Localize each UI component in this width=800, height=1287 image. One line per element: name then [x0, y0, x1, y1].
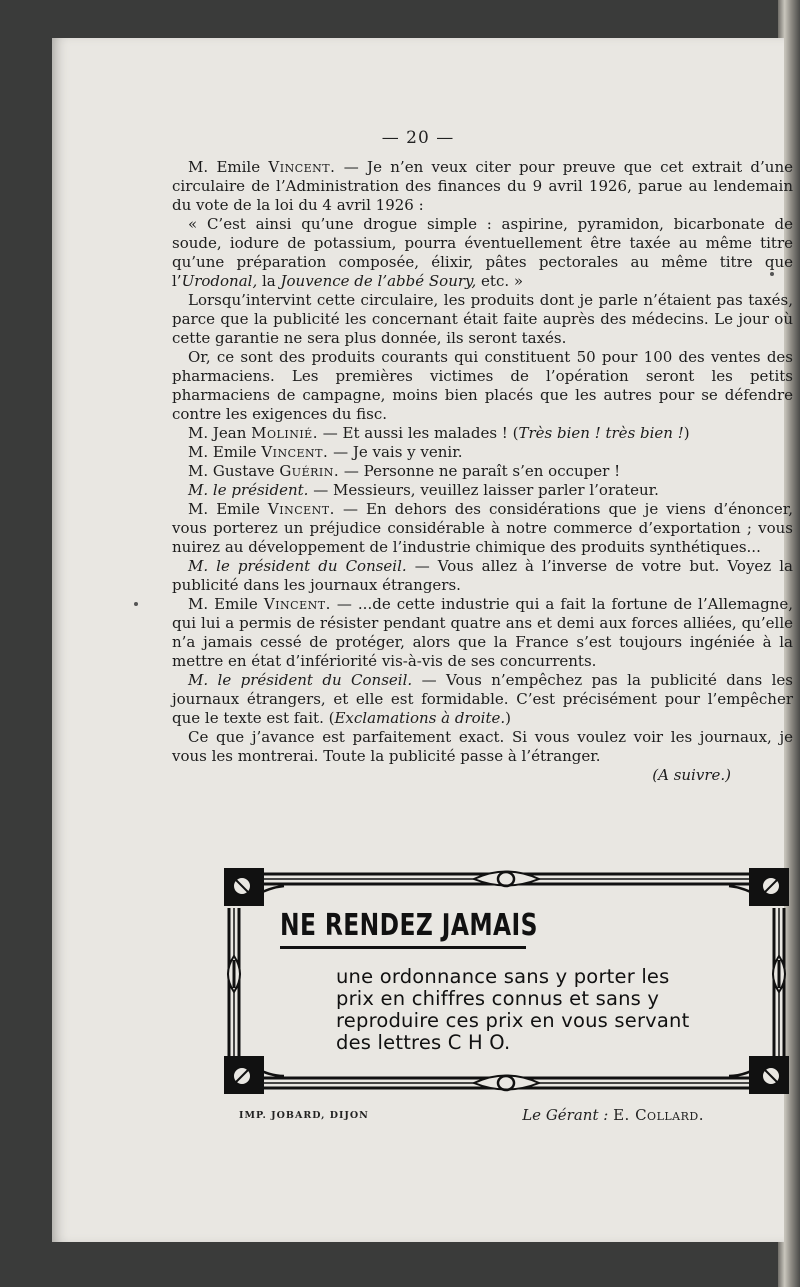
text-run: « C’est ainsi qu’une drogue simple : aspirine, pyramidon, bicarbonate de soude, iodure de potassium, pourra éventuellement être taxée au même titre qu’une préparation composée, élixir, pâtes pectorales au même titre que l’ [172, 215, 793, 290]
text-run: — Vous n’empêchez pas la publicité dans les journaux étrangers, et elle est formidable. C’est précisément pour l’empêcher que le texte est fait. ( [172, 671, 793, 727]
text-run: — Messieurs, veuillez laisser parler l’orateur. [308, 481, 659, 499]
speaker-name: Vincent. [263, 595, 331, 613]
paragraph [172, 728, 793, 766]
text-run: M. Emile [188, 443, 262, 461]
ad-body [336, 966, 736, 1054]
text-run: M. Emile [188, 500, 268, 518]
italic-text: M. le président. [188, 481, 309, 499]
text-run: Ce que j’avance est parfaitement exact. Si vous voulez voir les journaux, je vous les montrerai. Toute la publicité passe à l’étranger. [172, 728, 793, 765]
speaker-name: Vincent. [268, 158, 336, 176]
text-run: ) [505, 709, 512, 727]
text-run: ) [683, 424, 690, 442]
paragraph [172, 443, 793, 462]
manager-name: E. Collard. [613, 1106, 704, 1124]
italic-text: Exclamations à droite. [334, 709, 506, 727]
text-run: — Et aussi les malades ! ( [317, 424, 519, 442]
paragraph [172, 291, 793, 348]
text-run: — ...de cette industrie qui a fait la fortune de l’Allemagne, qui lui a permis de résister pendant quatre ans et demi aux forces alliées, qu’elle n’a jamais cessé de protéger, alors que la France s’est toujours ingéniée à la mettre en état d’infériorité vis-à-vis de ses concurrents. [172, 595, 794, 670]
speaker-name: Molinié. [251, 424, 318, 442]
italic-text: Très bien ! très bien ! [518, 424, 684, 442]
manager-label: Le Gérant : [522, 1106, 609, 1124]
text-run: — En dehors des considérations que je viens d’énoncer, vous porterez un préjudice considérable à notre commerce d’exportation ; vous nuirez au développement de l’industrie chimique des produits synthétiques... [172, 500, 793, 556]
text-run: M. Jean [188, 424, 252, 442]
italic-text: M. le président du Conseil. [188, 557, 407, 575]
ad-headline-underline [280, 946, 526, 949]
text-run: la [257, 272, 281, 290]
text-run: M. Emile [188, 158, 269, 176]
body-text [172, 158, 793, 785]
paragraph [172, 424, 793, 443]
paragraph [172, 348, 793, 424]
text-run: — Je vais y venir. [328, 443, 463, 461]
italic-text: M. le président du Conseil. [188, 671, 413, 689]
italic-text: Urodonal, [181, 272, 258, 290]
ad-body-line: prix en chiffres connus et sans y [336, 987, 660, 1010]
printer-imprint: IMP. JOBARD, DIJON [239, 1110, 369, 1121]
text-run: Lorsqu’intervint cette circulaire, les produits dont je parle n’étaient pas taxés, parce que la publicité les concernant était faite auprès des médecins. Le jour où cette garantie ne sera plus donnée, ils seront taxés. [172, 291, 793, 347]
paragraph [172, 500, 793, 557]
paragraph [172, 595, 793, 671]
speaker-name: Guérin. [279, 462, 340, 480]
text-run: Or, ce sont des produits courants qui constituent 50 pour 100 des ventes des pharmaciens. Les premières victimes de l’opération seront les petits pharmaciens de campagne, moins bien placés que les autres pour se défendre contre les exigences du fisc. [172, 348, 793, 423]
paragraph [172, 158, 793, 215]
manager-signature [522, 1106, 704, 1124]
text-run: M. Gustave [188, 462, 280, 480]
text-run: — Personne ne paraît s’en occuper ! [339, 462, 621, 480]
paragraph [172, 671, 793, 728]
paragraph [172, 462, 793, 481]
document-page [52, 38, 794, 1242]
text-run: M. Emile [188, 595, 264, 613]
paragraph [172, 215, 793, 291]
speck-mark [134, 602, 138, 606]
ad-body-line: une ordonnance sans y porter les [336, 965, 670, 988]
paragraph [172, 481, 793, 500]
ad-body-line: reproduire ces prix en vous servant [336, 1009, 690, 1032]
paragraph [172, 557, 793, 595]
to-be-continued: (A suivre.) [652, 766, 731, 784]
italic-text: Jouvence de l’abbé Soury, [280, 272, 477, 290]
text-run: — Je n’en veux citer pour preuve que cet extrait d’une circulaire de l’Administration des finances du 9 avril 1926, parue au lendemain du vote de la loi du 4 avril 1926 : [172, 158, 793, 214]
ad-headline: NE RENDEZ JAMAIS [280, 908, 538, 943]
page-number: — 20 — [381, 128, 455, 148]
speaker-name: Vincent. [261, 443, 329, 461]
advertisement-box [224, 868, 789, 1094]
text-run: — Vous allez à l’inverse de votre but. Voyez la publicité dans les journaux étrangers. [172, 557, 793, 594]
ad-body-line: des lettres C H O. [336, 1031, 511, 1054]
text-run: etc. » [476, 272, 524, 290]
speaker-name: Vincent. [267, 500, 335, 518]
speck-mark [770, 272, 774, 276]
